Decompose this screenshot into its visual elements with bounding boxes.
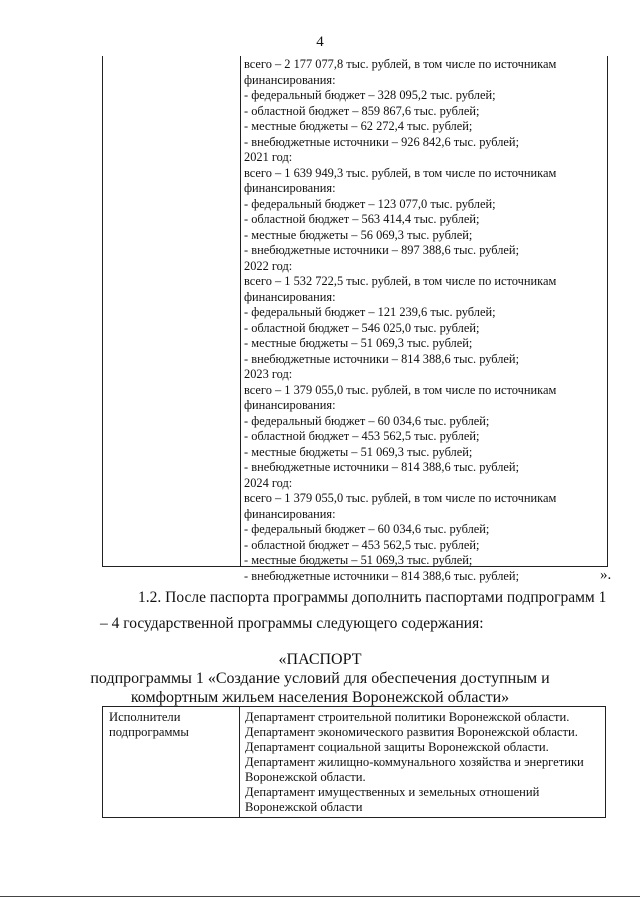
funding-line: - областной бюджет – 563 414,4 тыс. рублей; bbox=[244, 212, 480, 226]
executor-line: Воронежской области bbox=[245, 800, 363, 814]
executors-label-line: Исполнители bbox=[109, 710, 181, 724]
funding-line: - федеральный бюджет – 123 077,0 тыс. рублей; bbox=[244, 196, 496, 211]
funding-line: финансирования: bbox=[244, 289, 336, 304]
funding-line: финансирования: bbox=[244, 398, 336, 412]
funding-line: - внебюджетные источники – 814 388,6 тыс. рублей; bbox=[244, 351, 520, 366]
funding-cell bbox=[244, 57, 604, 584]
funding-line: - местные бюджеты – 56 069,3 тыс. рублей; bbox=[244, 227, 473, 242]
closing-quote: ». bbox=[600, 567, 612, 583]
funding-line: - внебюджетные источники – 926 842,6 тыс. рублей; bbox=[244, 134, 520, 149]
funding-line: финансирования: bbox=[244, 72, 336, 87]
funding-line: - областной бюджет – 546 025,0 тыс. рублей; bbox=[244, 320, 480, 335]
executors-label bbox=[109, 710, 235, 740]
column-divider bbox=[239, 707, 240, 817]
executors-label-line: подпрограммы bbox=[109, 725, 189, 739]
page-bottom-edge bbox=[0, 896, 640, 897]
executors-table bbox=[102, 706, 606, 818]
funding-line: 2021 год: bbox=[244, 150, 293, 164]
subprogram-title-line-1: подпрограммы 1 «Создание условий для обеспечения доступным и bbox=[90, 670, 550, 687]
funding-line: всего – 2 177 077,8 тыс. рублей, в том числе по источникам bbox=[244, 57, 557, 71]
funding-line: - местные бюджеты – 51 069,3 тыс. рублей; bbox=[244, 444, 473, 459]
funding-line: финансирования: bbox=[244, 181, 336, 195]
funding-line: 2023 год: bbox=[244, 367, 293, 381]
funding-table bbox=[102, 56, 608, 583]
subprogram-title-line-2: комфортным жильем населения Воронежской области» bbox=[130, 689, 510, 706]
funding-line: - внебюджетные источники – 814 388,6 тыс. рублей; bbox=[244, 460, 520, 474]
funding-line: - федеральный бюджет – 60 034,6 тыс. рублей; bbox=[244, 522, 490, 536]
executor-line: Департамент строительной политики Воронежской области. bbox=[245, 710, 570, 724]
funding-line: - внебюджетные источники – 814 388,6 тыс. рублей; bbox=[244, 568, 520, 583]
executors-list bbox=[245, 710, 601, 815]
funding-line: - местные бюджеты – 51 069,3 тыс. рублей; bbox=[244, 336, 473, 350]
paragraph-line-1: 1.2. После паспорта программы дополнить паспортами подпрограмм 1 bbox=[138, 589, 607, 606]
funding-line: - местные бюджеты – 62 272,4 тыс. рублей; bbox=[244, 119, 473, 133]
paragraph-line-2: – 4 государственной программы следующего содержания: bbox=[100, 615, 484, 632]
funding-line: финансирования: bbox=[244, 506, 336, 521]
funding-line: - местные бюджеты – 51 069,3 тыс. рублей; bbox=[244, 553, 473, 567]
page-number: 4 bbox=[316, 34, 324, 50]
executor-line: Департамент имущественных и земельных отношений bbox=[245, 785, 540, 799]
funding-line: - федеральный бюджет – 328 095,2 тыс. рублей; bbox=[244, 88, 496, 102]
funding-line: всего – 1 379 055,0 тыс. рублей, в том числе по источникам bbox=[244, 382, 557, 397]
executor-line: Департамент социальной защиты Воронежской области. bbox=[245, 740, 549, 754]
funding-line: всего – 1 639 949,3 тыс. рублей, в том числе по источникам bbox=[244, 165, 557, 180]
executor-line: Департамент жилищно-коммунального хозяйства и энергетики bbox=[245, 755, 584, 769]
funding-line: - областной бюджет – 453 562,5 тыс. рублей; bbox=[244, 429, 480, 443]
funding-line: - федеральный бюджет – 60 034,6 тыс. рублей; bbox=[244, 413, 490, 428]
funding-line: - внебюджетные источники – 897 388,6 тыс. рублей; bbox=[244, 243, 520, 257]
funding-line: 2022 год: bbox=[244, 258, 293, 273]
executor-line: Департамент экономического развития Воронежской области. bbox=[245, 725, 578, 739]
funding-line: - областной бюджет – 859 867,6 тыс. рублей; bbox=[244, 103, 480, 118]
funding-line: всего – 1 532 722,5 тыс. рублей, в том числе по источникам bbox=[244, 274, 557, 288]
passport-title: «ПАСПОРТ bbox=[278, 651, 362, 668]
funding-line: всего – 1 379 055,0 тыс. рублей, в том числе по источникам bbox=[244, 491, 557, 505]
funding-line: - областной бюджет – 453 562,5 тыс. рублей; bbox=[244, 537, 480, 552]
column-divider bbox=[240, 56, 241, 566]
funding-line: - федеральный бюджет – 121 239,6 тыс. рублей; bbox=[244, 305, 496, 319]
executor-line: Воронежской области. bbox=[245, 770, 366, 784]
funding-line: 2024 год: bbox=[244, 475, 293, 490]
